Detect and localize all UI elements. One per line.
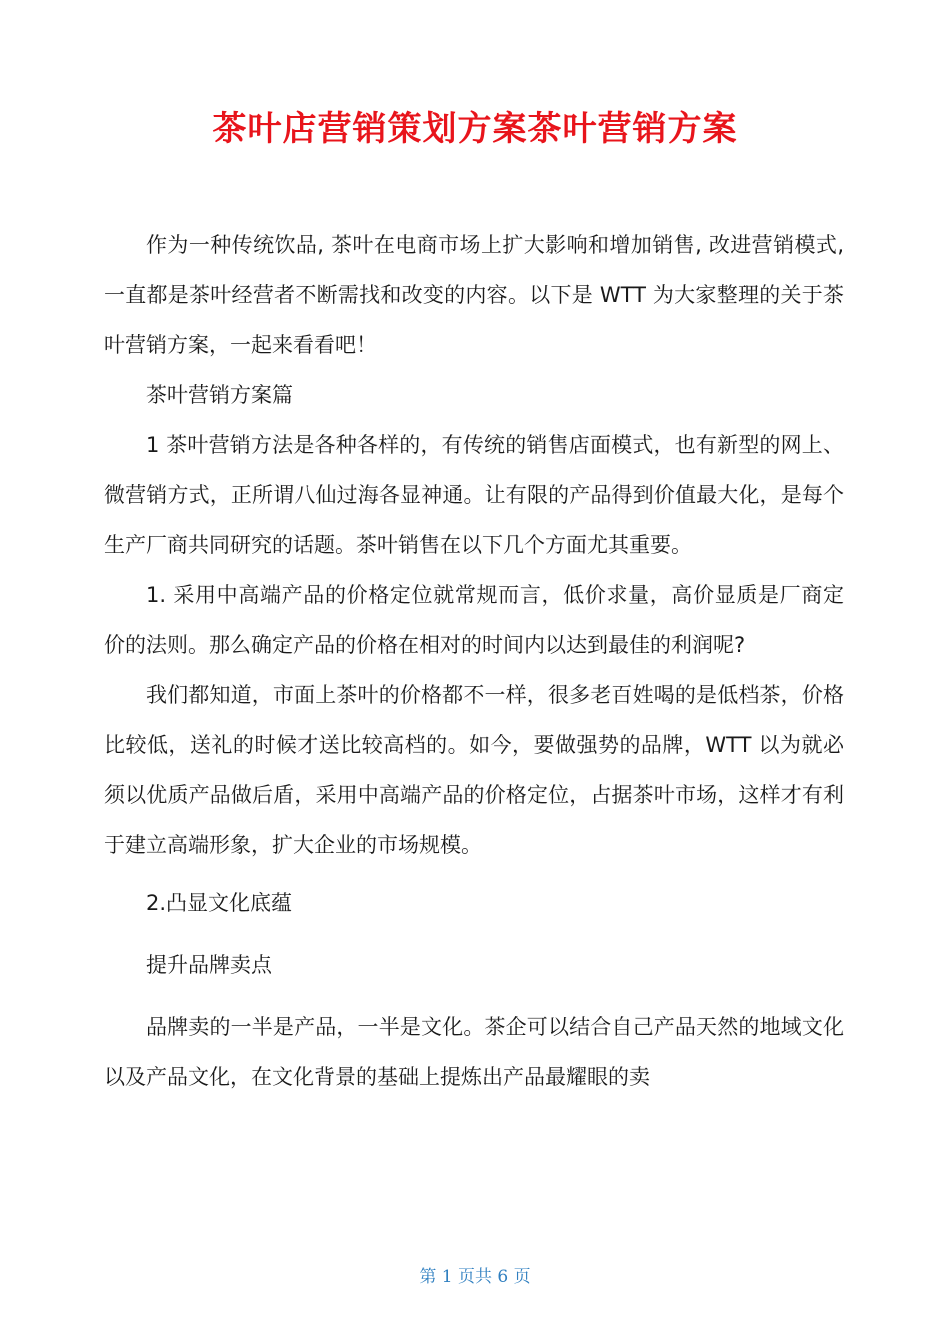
document-body <box>104 220 844 1102</box>
paragraph-market: 我们都知道，市面上茶叶的价格都不一样，很多老百姓喝的是低档茶，价格比较低，送礼的时候才送比较高档的。如今，要做强势的品牌，WTT 以为就必须以优质产品做后盾，采用中高端产品的价格定位，占据茶叶市场，这样才有利于建立高端形象，扩大企业的市场规模。 <box>104 683 844 857</box>
paragraph-selling-point: 提升品牌卖点 <box>146 953 272 977</box>
document-title: 茶叶店营销策划方案茶叶营销方案 <box>212 109 738 149</box>
paragraph-section-heading: 茶叶营销方案篇 <box>146 383 293 407</box>
page-indicator: 第 1 页共 6 页 <box>419 1267 531 1287</box>
paragraph-culture-heading: 2.凸显文化底蕴 <box>146 891 293 915</box>
paragraph-brand: 品牌卖的一半是产品，一半是文化。茶企可以结合自己产品天然的地域文化以及产品文化，在文化背景的基础上提炼出产品最耀眼的卖 <box>104 1015 844 1089</box>
paragraph-methods: 1 茶叶营销方法是各种各样的，有传统的销售店面模式，也有新型的网上、微营销方式，正所谓八仙过海各显神通。让有限的产品得到价值最大化，是每个生产厂商共同研究的话题。茶叶销售在以下几个方面尤其重要。 <box>104 433 844 557</box>
paragraph-intro: 作为一种传统饮品, 茶叶在电商市场上扩大影响和增加销售, 改进营销模式, 一直都是茶叶经营者不断需找和改变的内容。以下是 WTT 为大家整理的关于茶叶营销方案，一起来看看吧！ <box>104 233 844 357</box>
paragraph-pricing: 1. 采用中高端产品的价格定位就常规而言，低价求量，高价显质是厂商定价的法则。那么确定产品的价格在相对的时间内以达到最佳的利润呢? <box>104 583 844 657</box>
